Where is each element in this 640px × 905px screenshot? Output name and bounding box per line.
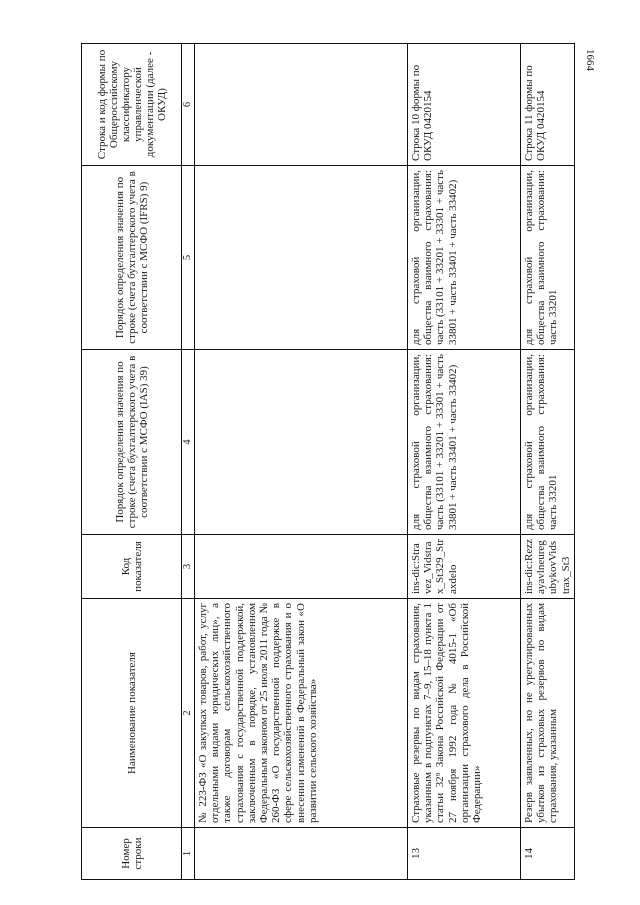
ifrs9-method-cell: для страховой организации, общества взаимного страхования: часть 33201 bbox=[521, 166, 575, 350]
indicator-name-cell: № 223-ФЗ «О закупках товаров, работ, услуг отдельными видами юридических лиц», а также договорам сельскохозяйственного страхования с государственной поддержкой, заключенным в порядке, установленном Федеральным законом от 25 июля 2011 года № 260-ФЗ «О государственной поддержке в сфере сельскохозяйственного страхования и о внесении изменений в Федеральный закон «О развитии сельского хозяйства» bbox=[195, 599, 408, 828]
indicator-code-cell: ins-dic:RezzayavlneuregubykovVidstrax_St3 bbox=[521, 535, 575, 599]
indicator-name-cell: Страховые резервы по видам страхования, указанным в подпунктах 7–9, 15–18 пункта 1 статьи 32⁹ Закона Российской Федерации от 27 ноября 1992 года № 4015-1 «Об организации страхового дела в Российской Федерации» bbox=[408, 599, 521, 828]
column-number: 3 bbox=[182, 535, 195, 599]
header-ias39-method: Порядок определения значения по строке (счета бухгалтерского учета в соответствии с МСФО (IAS) 39) bbox=[82, 350, 182, 535]
ias39-method-cell: для страховой организации, общества взаимного страхования: часть 33201 bbox=[521, 350, 575, 535]
header-row bbox=[82, 44, 182, 880]
column-number: 2 bbox=[182, 599, 195, 828]
page-number-text: 1664 bbox=[584, 49, 596, 71]
table-row bbox=[195, 44, 408, 880]
indicator-code-cell: ins-dic:Stravez_Vidstrax_St329_Straxdelo bbox=[408, 535, 521, 599]
table-row bbox=[521, 44, 575, 880]
ifrs9-method-cell bbox=[195, 166, 408, 350]
row-number-cell bbox=[195, 828, 408, 880]
column-number: 4 bbox=[182, 350, 195, 535]
table-row bbox=[408, 44, 521, 880]
page-number bbox=[578, 30, 602, 90]
row-number-cell: 14 bbox=[521, 828, 575, 880]
okud-form-cell: Строка 11 формы по ОКУД 0420154 bbox=[521, 44, 575, 166]
ias39-method-cell: для страховой организации, общества взаимного страхования: часть (33101 + 33201 + 33301 + часть 33801 + часть 33401 + часть 33402) bbox=[408, 350, 521, 535]
column-numbers-row bbox=[182, 44, 195, 880]
column-number: 5 bbox=[182, 166, 195, 350]
data-table bbox=[81, 43, 575, 880]
ifrs9-method-cell: для страховой организации, общества взаимного страхования: часть (33101 + 33201 + 33301 + часть 33801 + часть 33401 + часть 33402) bbox=[408, 166, 521, 350]
indicator-code-cell bbox=[195, 535, 408, 599]
header-indicator-code: Код показателя bbox=[82, 535, 182, 599]
okud-form-cell bbox=[195, 44, 408, 166]
row-number-cell: 13 bbox=[408, 828, 521, 880]
header-ifrs9-method: Порядок определения значения по строке (счета бухгалтерского учета в соответствии с МСФО (IFRS) 9) bbox=[82, 166, 182, 350]
header-okud-form: Строка и код формы по Общероссийскому классификатору управленческой документации (далее - ОКУД) bbox=[82, 44, 182, 166]
okud-form-cell: Строка 10 формы по ОКУД 0420154 bbox=[408, 44, 521, 166]
header-row-number: Номер строки bbox=[82, 828, 182, 880]
rotated-table-container bbox=[81, 44, 572, 880]
ias39-method-cell bbox=[195, 350, 408, 535]
column-number: 1 bbox=[182, 828, 195, 880]
column-number: 6 bbox=[182, 44, 195, 166]
header-indicator-name: Наименование показателя bbox=[82, 599, 182, 828]
indicator-name-cell: Резерв заявленных, но не урегулированных убытков из страховых резервов по видам страхования, указанным bbox=[521, 599, 575, 828]
